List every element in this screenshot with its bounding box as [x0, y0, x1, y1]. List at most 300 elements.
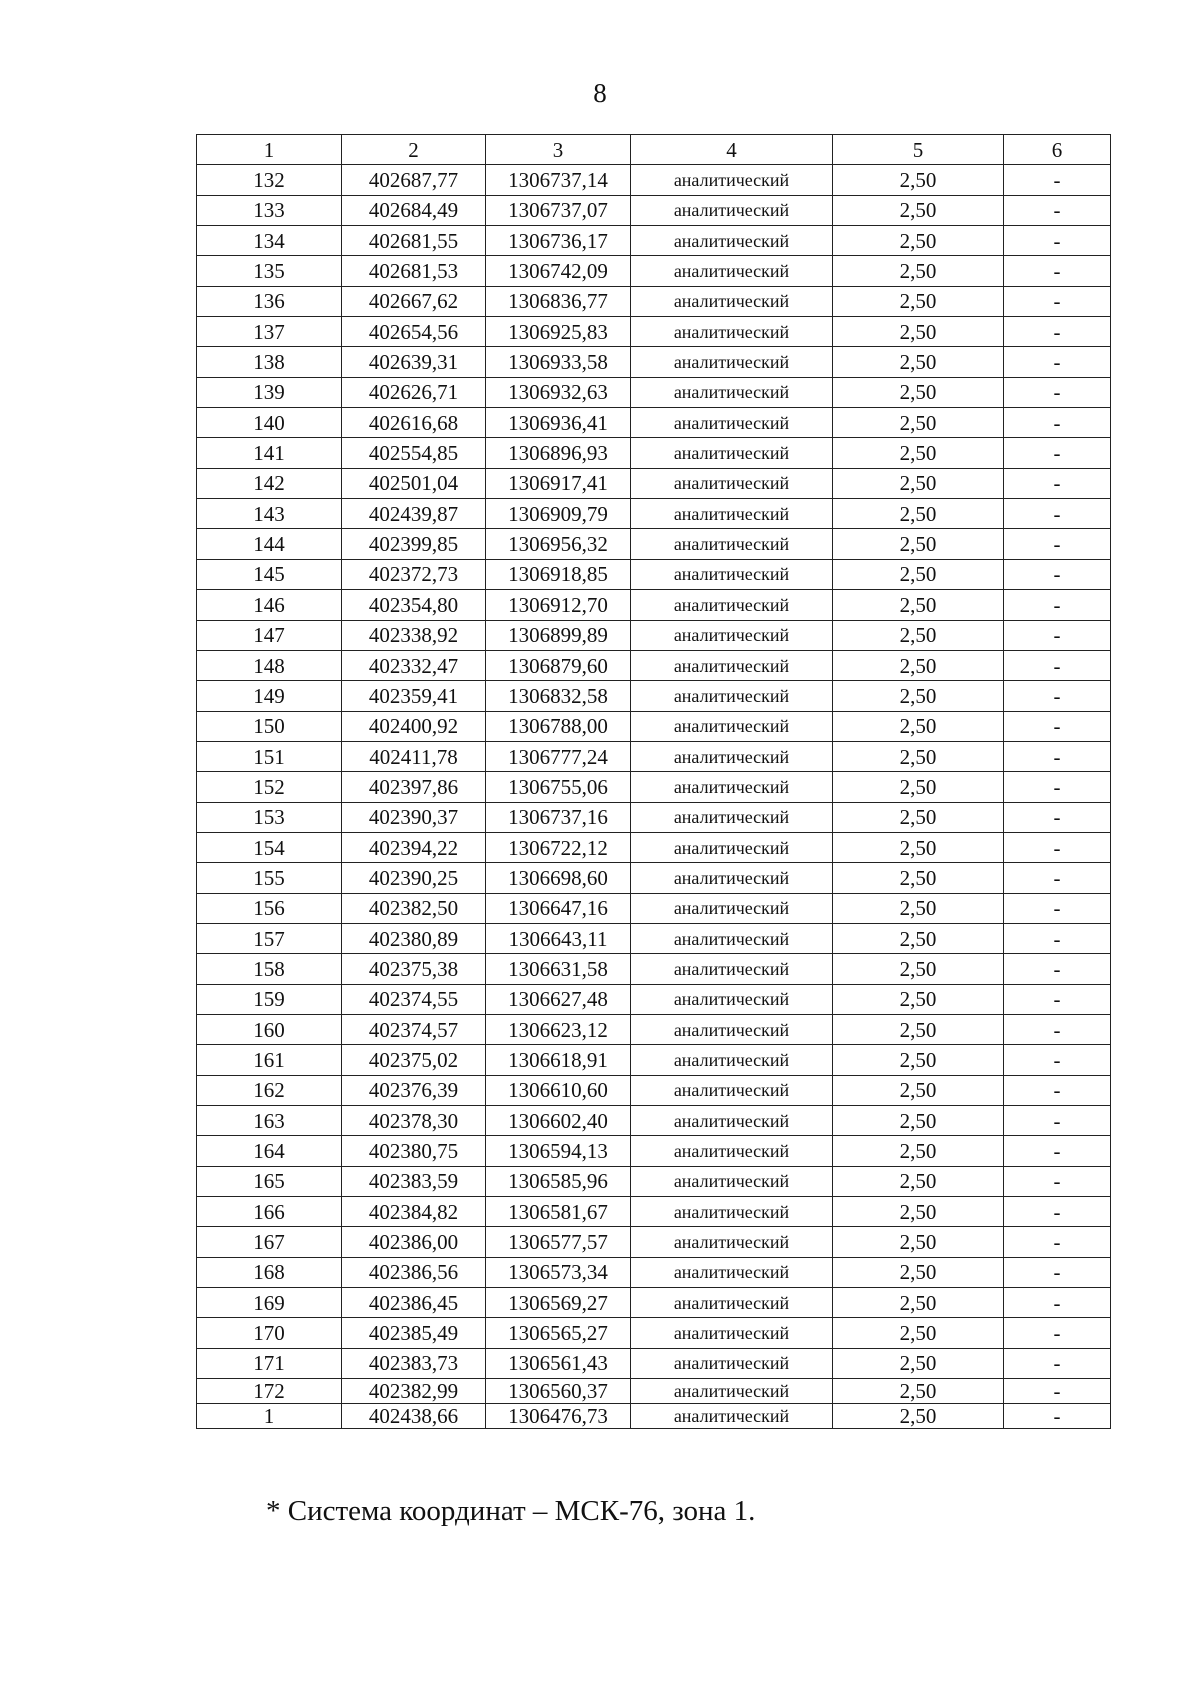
point-number-cell: 153	[197, 802, 342, 832]
method-cell: аналитический	[631, 681, 833, 711]
y-coordinate-cell: 1306737,16	[486, 802, 631, 832]
note-cell: -	[1004, 832, 1111, 862]
note-cell: -	[1004, 650, 1111, 680]
method-cell: аналитический	[631, 499, 833, 529]
y-coordinate-cell: 1306899,89	[486, 620, 631, 650]
table-row	[197, 923, 1111, 953]
header-cell: 5	[833, 135, 1004, 165]
table-row	[197, 499, 1111, 529]
point-number-cell: 139	[197, 377, 342, 407]
table-row	[197, 832, 1111, 862]
note-cell: -	[1004, 226, 1111, 256]
table-row	[197, 984, 1111, 1014]
point-number-cell: 165	[197, 1166, 342, 1196]
point-number-cell: 140	[197, 408, 342, 438]
accuracy-cell: 2,50	[833, 832, 1004, 862]
method-cell: аналитический	[631, 317, 833, 347]
accuracy-cell: 2,50	[833, 468, 1004, 498]
y-coordinate-cell: 1306912,70	[486, 590, 631, 620]
note-cell: -	[1004, 347, 1111, 377]
x-coordinate-cell: 402400,92	[342, 711, 486, 741]
x-coordinate-cell: 402439,87	[342, 499, 486, 529]
note-cell: -	[1004, 195, 1111, 225]
method-cell: аналитический	[631, 1379, 833, 1404]
point-number-cell: 147	[197, 620, 342, 650]
table-row	[197, 438, 1111, 468]
y-coordinate-cell: 1306561,43	[486, 1348, 631, 1378]
point-number-cell: 1	[197, 1404, 342, 1429]
table-row	[197, 165, 1111, 195]
footnote: * Система координат – МСК-76, зона 1.	[266, 1495, 756, 1527]
y-coordinate-cell: 1306918,85	[486, 559, 631, 589]
accuracy-cell: 2,50	[833, 620, 1004, 650]
method-cell: аналитический	[631, 893, 833, 923]
table-row	[197, 772, 1111, 802]
note-cell: -	[1004, 772, 1111, 802]
accuracy-cell: 2,50	[833, 954, 1004, 984]
x-coordinate-cell: 402375,38	[342, 954, 486, 984]
point-number-cell: 143	[197, 499, 342, 529]
table-row	[197, 195, 1111, 225]
table-row	[197, 590, 1111, 620]
x-coordinate-cell: 402375,02	[342, 1045, 486, 1075]
point-number-cell: 138	[197, 347, 342, 377]
method-cell: аналитический	[631, 1106, 833, 1136]
accuracy-cell: 2,50	[833, 1257, 1004, 1287]
note-cell: -	[1004, 317, 1111, 347]
accuracy-cell: 2,50	[833, 1318, 1004, 1348]
method-cell: аналитический	[631, 529, 833, 559]
accuracy-cell: 2,50	[833, 195, 1004, 225]
point-number-cell: 135	[197, 256, 342, 286]
method-cell: аналитический	[631, 559, 833, 589]
table-row	[197, 1014, 1111, 1044]
note-cell: -	[1004, 165, 1111, 195]
x-coordinate-cell: 402382,99	[342, 1379, 486, 1404]
method-cell: аналитический	[631, 286, 833, 316]
table-row	[197, 1257, 1111, 1287]
y-coordinate-cell: 1306925,83	[486, 317, 631, 347]
x-coordinate-cell: 402394,22	[342, 832, 486, 862]
accuracy-cell: 2,50	[833, 863, 1004, 893]
accuracy-cell: 2,50	[833, 1227, 1004, 1257]
y-coordinate-cell: 1306936,41	[486, 408, 631, 438]
note-cell: -	[1004, 1045, 1111, 1075]
method-cell: аналитический	[631, 1197, 833, 1227]
point-number-cell: 170	[197, 1318, 342, 1348]
table-row	[197, 1318, 1111, 1348]
accuracy-cell: 2,50	[833, 529, 1004, 559]
table-row	[197, 286, 1111, 316]
y-coordinate-cell: 1306917,41	[486, 468, 631, 498]
point-number-cell: 152	[197, 772, 342, 802]
accuracy-cell: 2,50	[833, 347, 1004, 377]
y-coordinate-cell: 1306742,09	[486, 256, 631, 286]
x-coordinate-cell: 402378,30	[342, 1106, 486, 1136]
method-cell: аналитический	[631, 650, 833, 680]
table-row	[197, 347, 1111, 377]
y-coordinate-cell: 1306722,12	[486, 832, 631, 862]
coordinates-table	[196, 134, 1111, 1429]
table-row	[197, 802, 1111, 832]
y-coordinate-cell: 1306623,12	[486, 1014, 631, 1044]
accuracy-cell: 2,50	[833, 984, 1004, 1014]
x-coordinate-cell: 402383,59	[342, 1166, 486, 1196]
point-number-cell: 150	[197, 711, 342, 741]
method-cell: аналитический	[631, 1288, 833, 1318]
accuracy-cell: 2,50	[833, 1404, 1004, 1429]
point-number-cell: 151	[197, 741, 342, 771]
note-cell: -	[1004, 1348, 1111, 1378]
method-cell: аналитический	[631, 711, 833, 741]
accuracy-cell: 2,50	[833, 1075, 1004, 1105]
y-coordinate-cell: 1306560,37	[486, 1379, 631, 1404]
point-number-cell: 146	[197, 590, 342, 620]
accuracy-cell: 2,50	[833, 1014, 1004, 1044]
method-cell: аналитический	[631, 438, 833, 468]
note-cell: -	[1004, 286, 1111, 316]
point-number-cell: 133	[197, 195, 342, 225]
method-cell: аналитический	[631, 923, 833, 953]
y-coordinate-cell: 1306836,77	[486, 286, 631, 316]
table-row	[197, 468, 1111, 498]
accuracy-cell: 2,50	[833, 772, 1004, 802]
point-number-cell: 136	[197, 286, 342, 316]
accuracy-cell: 2,50	[833, 1106, 1004, 1136]
x-coordinate-cell: 402332,47	[342, 650, 486, 680]
accuracy-cell: 2,50	[833, 741, 1004, 771]
table-row	[197, 317, 1111, 347]
note-cell: -	[1004, 1075, 1111, 1105]
method-cell: аналитический	[631, 1404, 833, 1429]
table-row	[197, 529, 1111, 559]
y-coordinate-cell: 1306896,93	[486, 438, 631, 468]
y-coordinate-cell: 1306956,32	[486, 529, 631, 559]
x-coordinate-cell: 402626,71	[342, 377, 486, 407]
x-coordinate-cell: 402397,86	[342, 772, 486, 802]
y-coordinate-cell: 1306594,13	[486, 1136, 631, 1166]
method-cell: аналитический	[631, 1136, 833, 1166]
accuracy-cell: 2,50	[833, 893, 1004, 923]
y-coordinate-cell: 1306737,07	[486, 195, 631, 225]
method-cell: аналитический	[631, 1014, 833, 1044]
point-number-cell: 141	[197, 438, 342, 468]
method-cell: аналитический	[631, 1257, 833, 1287]
accuracy-cell: 2,50	[833, 286, 1004, 316]
accuracy-cell: 2,50	[833, 681, 1004, 711]
y-coordinate-cell: 1306602,40	[486, 1106, 631, 1136]
header-cell: 2	[342, 135, 486, 165]
point-number-cell: 172	[197, 1379, 342, 1404]
x-coordinate-cell: 402386,56	[342, 1257, 486, 1287]
point-number-cell: 162	[197, 1075, 342, 1105]
point-number-cell: 168	[197, 1257, 342, 1287]
y-coordinate-cell: 1306618,91	[486, 1045, 631, 1075]
accuracy-cell: 2,50	[833, 1197, 1004, 1227]
x-coordinate-cell: 402386,00	[342, 1227, 486, 1257]
x-coordinate-cell: 402338,92	[342, 620, 486, 650]
point-number-cell: 142	[197, 468, 342, 498]
note-cell: -	[1004, 1318, 1111, 1348]
table-row	[197, 741, 1111, 771]
x-coordinate-cell: 402616,68	[342, 408, 486, 438]
accuracy-cell: 2,50	[833, 559, 1004, 589]
method-cell: аналитический	[631, 226, 833, 256]
x-coordinate-cell: 402380,75	[342, 1136, 486, 1166]
method-cell: аналитический	[631, 347, 833, 377]
method-cell: аналитический	[631, 620, 833, 650]
method-cell: аналитический	[631, 1045, 833, 1075]
method-cell: аналитический	[631, 590, 833, 620]
y-coordinate-cell: 1306627,48	[486, 984, 631, 1014]
method-cell: аналитический	[631, 408, 833, 438]
x-coordinate-cell: 402681,55	[342, 226, 486, 256]
y-coordinate-cell: 1306581,67	[486, 1197, 631, 1227]
table-row	[197, 1106, 1111, 1136]
table-row	[197, 1045, 1111, 1075]
point-number-cell: 164	[197, 1136, 342, 1166]
page-number: 8	[593, 78, 607, 108]
method-cell: аналитический	[631, 802, 833, 832]
table-row	[197, 620, 1111, 650]
accuracy-cell: 2,50	[833, 317, 1004, 347]
point-number-cell: 145	[197, 559, 342, 589]
note-cell: -	[1004, 256, 1111, 286]
note-cell: -	[1004, 499, 1111, 529]
method-cell: аналитический	[631, 954, 833, 984]
point-number-cell: 159	[197, 984, 342, 1014]
point-number-cell: 154	[197, 832, 342, 862]
note-cell: -	[1004, 468, 1111, 498]
method-cell: аналитический	[631, 1318, 833, 1348]
accuracy-cell: 2,50	[833, 711, 1004, 741]
x-coordinate-cell: 402385,49	[342, 1318, 486, 1348]
note-cell: -	[1004, 1404, 1111, 1429]
point-number-cell: 163	[197, 1106, 342, 1136]
table-row	[197, 1348, 1111, 1378]
accuracy-cell: 2,50	[833, 226, 1004, 256]
note-cell: -	[1004, 802, 1111, 832]
note-cell: -	[1004, 1257, 1111, 1287]
point-number-cell: 155	[197, 863, 342, 893]
y-coordinate-cell: 1306933,58	[486, 347, 631, 377]
y-coordinate-cell: 1306788,00	[486, 711, 631, 741]
y-coordinate-cell: 1306832,58	[486, 681, 631, 711]
table-row	[197, 559, 1111, 589]
y-coordinate-cell: 1306585,96	[486, 1166, 631, 1196]
accuracy-cell: 2,50	[833, 499, 1004, 529]
table-row	[197, 256, 1111, 286]
method-cell: аналитический	[631, 195, 833, 225]
y-coordinate-cell: 1306643,11	[486, 923, 631, 953]
x-coordinate-cell: 402380,89	[342, 923, 486, 953]
x-coordinate-cell: 402376,39	[342, 1075, 486, 1105]
method-cell: аналитический	[631, 1348, 833, 1378]
x-coordinate-cell: 402374,55	[342, 984, 486, 1014]
accuracy-cell: 2,50	[833, 802, 1004, 832]
method-cell: аналитический	[631, 772, 833, 802]
method-cell: аналитический	[631, 1227, 833, 1257]
x-coordinate-cell: 402667,62	[342, 286, 486, 316]
point-number-cell: 161	[197, 1045, 342, 1075]
accuracy-cell: 2,50	[833, 1045, 1004, 1075]
x-coordinate-cell: 402554,85	[342, 438, 486, 468]
method-cell: аналитический	[631, 165, 833, 195]
note-cell: -	[1004, 1136, 1111, 1166]
x-coordinate-cell: 402390,25	[342, 863, 486, 893]
x-coordinate-cell: 402374,57	[342, 1014, 486, 1044]
method-cell: аналитический	[631, 984, 833, 1014]
point-number-cell: 166	[197, 1197, 342, 1227]
x-coordinate-cell: 402501,04	[342, 468, 486, 498]
method-cell: аналитический	[631, 1166, 833, 1196]
x-coordinate-cell: 402384,82	[342, 1197, 486, 1227]
method-cell: аналитический	[631, 468, 833, 498]
point-number-cell: 148	[197, 650, 342, 680]
table-row	[197, 863, 1111, 893]
x-coordinate-cell: 402383,73	[342, 1348, 486, 1378]
note-cell: -	[1004, 923, 1111, 953]
accuracy-cell: 2,50	[833, 1136, 1004, 1166]
note-cell: -	[1004, 1014, 1111, 1044]
x-coordinate-cell: 402372,73	[342, 559, 486, 589]
method-cell: аналитический	[631, 1075, 833, 1105]
table-row	[197, 681, 1111, 711]
accuracy-cell: 2,50	[833, 590, 1004, 620]
note-cell: -	[1004, 529, 1111, 559]
accuracy-cell: 2,50	[833, 377, 1004, 407]
point-number-cell: 167	[197, 1227, 342, 1257]
accuracy-cell: 2,50	[833, 165, 1004, 195]
note-cell: -	[1004, 408, 1111, 438]
method-cell: аналитический	[631, 741, 833, 771]
table-row	[197, 1197, 1111, 1227]
method-cell: аналитический	[631, 832, 833, 862]
point-number-cell: 158	[197, 954, 342, 984]
table-row	[197, 1136, 1111, 1166]
table-row	[197, 377, 1111, 407]
y-coordinate-cell: 1306631,58	[486, 954, 631, 984]
y-coordinate-cell: 1306737,14	[486, 165, 631, 195]
x-coordinate-cell: 402399,85	[342, 529, 486, 559]
table-row	[197, 650, 1111, 680]
note-cell: -	[1004, 590, 1111, 620]
x-coordinate-cell: 402681,53	[342, 256, 486, 286]
table-row	[197, 226, 1111, 256]
point-number-cell: 160	[197, 1014, 342, 1044]
x-coordinate-cell: 402382,50	[342, 893, 486, 923]
y-coordinate-cell: 1306647,16	[486, 893, 631, 923]
point-number-cell: 156	[197, 893, 342, 923]
table-row	[197, 954, 1111, 984]
x-coordinate-cell: 402639,31	[342, 347, 486, 377]
x-coordinate-cell: 402654,56	[342, 317, 486, 347]
x-coordinate-cell: 402386,45	[342, 1288, 486, 1318]
point-number-cell: 171	[197, 1348, 342, 1378]
y-coordinate-cell: 1306879,60	[486, 650, 631, 680]
x-coordinate-cell: 402390,37	[342, 802, 486, 832]
accuracy-cell: 2,50	[833, 256, 1004, 286]
point-number-cell: 134	[197, 226, 342, 256]
x-coordinate-cell: 402359,41	[342, 681, 486, 711]
note-cell: -	[1004, 438, 1111, 468]
y-coordinate-cell: 1306610,60	[486, 1075, 631, 1105]
point-number-cell: 132	[197, 165, 342, 195]
y-coordinate-cell: 1306577,57	[486, 1227, 631, 1257]
y-coordinate-cell: 1306573,34	[486, 1257, 631, 1287]
coordinates-table-body	[197, 135, 1111, 1429]
x-coordinate-cell: 402438,66	[342, 1404, 486, 1429]
note-cell: -	[1004, 954, 1111, 984]
note-cell: -	[1004, 893, 1111, 923]
accuracy-cell: 2,50	[833, 923, 1004, 953]
y-coordinate-cell: 1306777,24	[486, 741, 631, 771]
note-cell: -	[1004, 620, 1111, 650]
accuracy-cell: 2,50	[833, 650, 1004, 680]
note-cell: -	[1004, 1379, 1111, 1404]
x-coordinate-cell: 402687,77	[342, 165, 486, 195]
method-cell: аналитический	[631, 863, 833, 893]
method-cell: аналитический	[631, 256, 833, 286]
table-row	[197, 1227, 1111, 1257]
point-number-cell: 137	[197, 317, 342, 347]
note-cell: -	[1004, 1288, 1111, 1318]
y-coordinate-cell: 1306932,63	[486, 377, 631, 407]
note-cell: -	[1004, 681, 1111, 711]
accuracy-cell: 2,50	[833, 1166, 1004, 1196]
table-row	[197, 408, 1111, 438]
accuracy-cell: 2,50	[833, 1348, 1004, 1378]
y-coordinate-cell: 1306476,73	[486, 1404, 631, 1429]
table-row	[197, 1404, 1111, 1429]
y-coordinate-cell: 1306698,60	[486, 863, 631, 893]
header-cell: 6	[1004, 135, 1111, 165]
note-cell: -	[1004, 1106, 1111, 1136]
accuracy-cell: 2,50	[833, 408, 1004, 438]
y-coordinate-cell: 1306755,06	[486, 772, 631, 802]
note-cell: -	[1004, 711, 1111, 741]
point-number-cell: 144	[197, 529, 342, 559]
table-row	[197, 1166, 1111, 1196]
header-cell: 3	[486, 135, 631, 165]
note-cell: -	[1004, 1227, 1111, 1257]
x-coordinate-cell: 402411,78	[342, 741, 486, 771]
x-coordinate-cell: 402354,80	[342, 590, 486, 620]
table-row	[197, 893, 1111, 923]
note-cell: -	[1004, 1197, 1111, 1227]
header-cell: 1	[197, 135, 342, 165]
note-cell: -	[1004, 377, 1111, 407]
point-number-cell: 157	[197, 923, 342, 953]
table-row	[197, 1288, 1111, 1318]
header-cell: 4	[631, 135, 833, 165]
accuracy-cell: 2,50	[833, 1288, 1004, 1318]
y-coordinate-cell: 1306565,27	[486, 1318, 631, 1348]
point-number-cell: 149	[197, 681, 342, 711]
note-cell: -	[1004, 559, 1111, 589]
table-header-row	[197, 135, 1111, 165]
table-row	[197, 1075, 1111, 1105]
accuracy-cell: 2,50	[833, 438, 1004, 468]
point-number-cell: 169	[197, 1288, 342, 1318]
accuracy-cell: 2,50	[833, 1379, 1004, 1404]
y-coordinate-cell: 1306909,79	[486, 499, 631, 529]
note-cell: -	[1004, 984, 1111, 1014]
table-row	[197, 1379, 1111, 1404]
x-coordinate-cell: 402684,49	[342, 195, 486, 225]
y-coordinate-cell: 1306569,27	[486, 1288, 631, 1318]
method-cell: аналитический	[631, 377, 833, 407]
